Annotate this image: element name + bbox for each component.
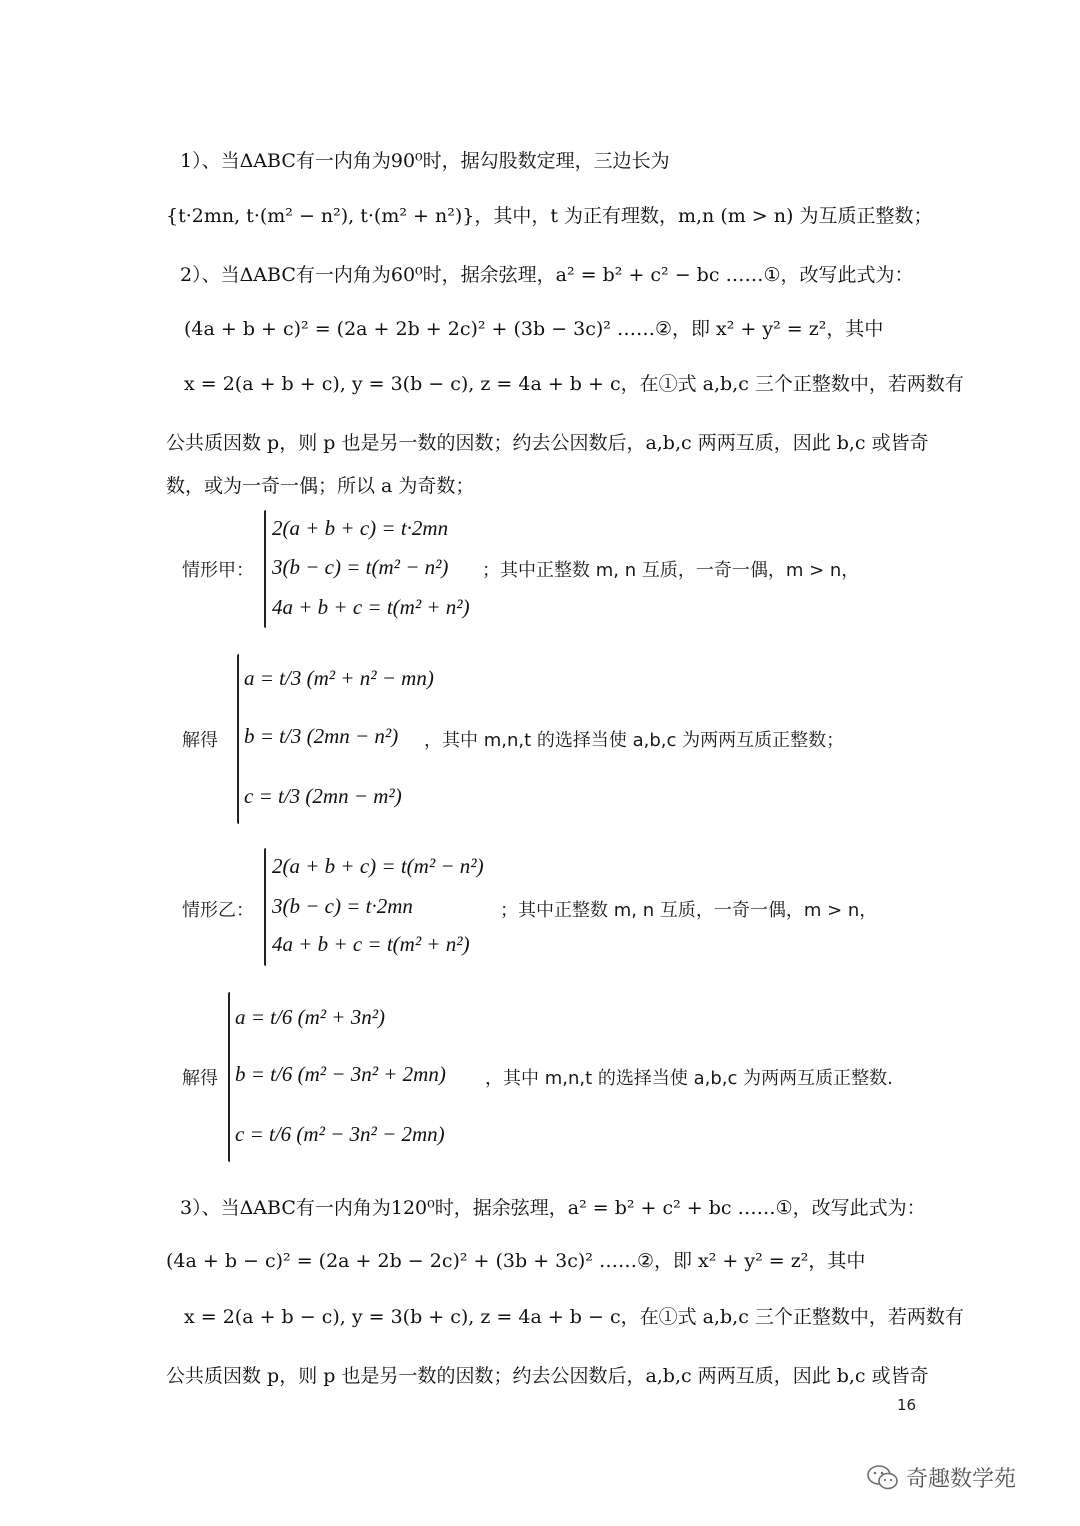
case-a-label: 情形甲： (182, 560, 254, 581)
text-line: x = 2(a + b − c), y = 3(b + c), z = 4a + b − c，在①式 a,b,c 三个正整数中，若两数有 (184, 1306, 964, 1328)
solution: b = t/3 (2mn − n²) (244, 724, 399, 748)
system-brace (264, 848, 266, 966)
equation: 4a + b + c = t(m² + n²) (272, 595, 470, 619)
equation: 2(a + b + c) = t(m² − n²) (272, 854, 484, 878)
text-line: 公共质因数 p，则 p 也是另一数的因数；约去公因数后，a,b,c 两两互质，因此 b,c 或皆奇 (166, 1365, 929, 1387)
text-line: {t·2mn, t·(m² − n²), t·(m² + n²)}，其中，t 为正有理数，m,n (m > n) 为互质正整数； (166, 205, 933, 227)
text-line: 1）、当ΔABC有一内角为90⁰时，据勾股数定理，三边长为 (180, 150, 670, 172)
solve-note: ，其中 m,n,t 的选择当使 a,b,c 为两两互质正整数. (485, 1068, 893, 1089)
solution: c = t/3 (2mn − m²) (244, 784, 402, 808)
solve-note: ，其中 m,n,t 的选择当使 a,b,c 为两两互质正整数； (424, 730, 845, 751)
case-b-note: ；其中正整数 m, n 互质，一奇一偶，m > n， (500, 900, 878, 921)
solve-label: 解得 (182, 1068, 218, 1089)
text-line: 公共质因数 p，则 p 也是另一数的因数；约去公因数后，a,b,c 两两互质，因此 b,c 或皆奇 (166, 432, 929, 454)
case-a-note: ；其中正整数 m, n 互质，一奇一偶，m > n， (482, 560, 860, 581)
text-line: 2）、当ΔABC有一内角为60⁰时，据余弦理，a² = b² + c² − bc ……①，改写此式为： (180, 264, 914, 286)
text-line: x = 2(a + b + c), y = 3(b − c), z = 4a + b + c，在①式 a,b,c 三个正整数中，若两数有 (184, 373, 964, 395)
equation: 3(b − c) = t(m² − n²) (272, 555, 449, 579)
solution: a = t/3 (m² + n² − mn) (244, 666, 434, 690)
text-line: (4a + b − c)² = (2a + 2b − 2c)² + (3b + 3c)² ……②，即 x² + y² = z²，其中 (166, 1250, 866, 1272)
equation: 2(a + b + c) = t·2mn (272, 516, 449, 540)
system-brace (228, 992, 230, 1162)
wechat-icon (866, 1464, 900, 1492)
page-number: 16 (897, 1396, 917, 1414)
solution: b = t/6 (m² − 3n² + 2mn) (235, 1062, 446, 1086)
equation: 4a + b + c = t(m² + n²) (272, 932, 470, 956)
case-b-label: 情形乙： (182, 900, 254, 921)
system-brace (264, 510, 266, 628)
watermark-text: 奇趣数学苑 (906, 1467, 1017, 1492)
text-line: 3）、当ΔABC有一内角为120⁰时，据余弦理，a² = b² + c² + bc ……①，改写此式为： (180, 1197, 926, 1219)
watermark (866, 1462, 1016, 1493)
solution: a = t/6 (m² + 3n²) (235, 1005, 386, 1029)
solve-label: 解得 (182, 730, 218, 751)
solution: c = t/6 (m² − 3n² − 2mn) (235, 1122, 445, 1146)
text-line: 数，或为一奇一偶；所以 a 为奇数； (166, 475, 475, 497)
system-brace (237, 654, 239, 824)
equation: 3(b − c) = t·2mn (272, 894, 413, 918)
text-line: (4a + b + c)² = (2a + 2b + 2c)² + (3b − 3c)² ……②，即 x² + y² = z²，其中 (184, 318, 884, 340)
